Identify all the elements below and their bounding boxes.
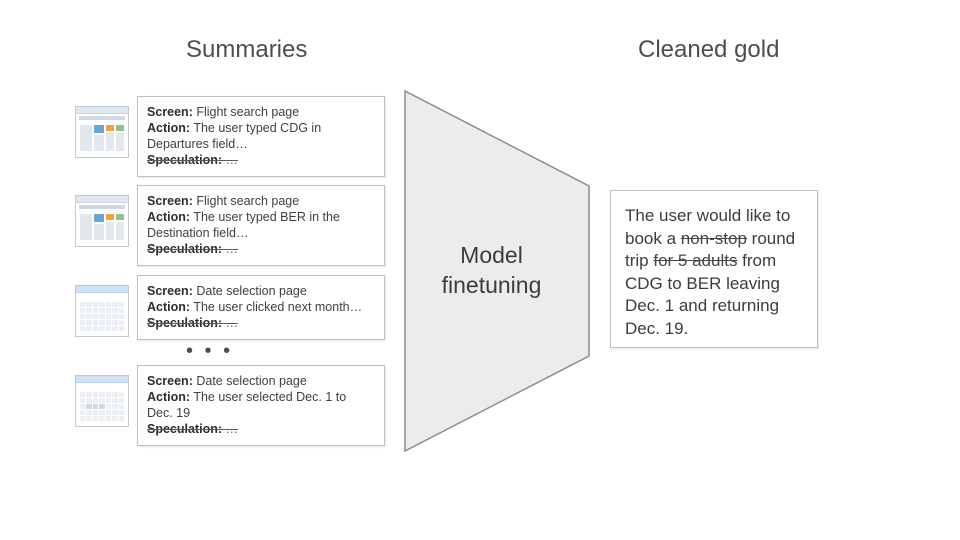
- action-label: Action:: [147, 390, 191, 404]
- screen-value: Flight search page: [196, 105, 300, 119]
- summary-speculation-line: [147, 315, 375, 331]
- screen-label: Screen:: [147, 105, 193, 119]
- calendar-thumbnail: [75, 285, 129, 337]
- summary-speculation-line: [147, 241, 375, 257]
- speculation-value: …: [225, 316, 238, 330]
- action-value: The user clicked next month…: [193, 300, 363, 314]
- flight-search-thumbnail: [75, 106, 129, 158]
- screen-label: Screen:: [147, 374, 193, 388]
- summary-screen-line: [147, 193, 375, 209]
- action-label: Action:: [147, 210, 191, 224]
- summaries-heading: Summaries: [186, 36, 308, 63]
- summary-screen-line: [147, 373, 375, 389]
- summary-card: [137, 365, 385, 446]
- speculation-value: …: [225, 153, 238, 167]
- summary-item: [75, 96, 385, 177]
- gold-text-part2: round trip: [625, 228, 796, 270]
- summary-action-line: [147, 389, 375, 421]
- screen-label: Screen:: [147, 194, 193, 208]
- funnel-label-line1: Model: [460, 242, 523, 268]
- summary-item: [75, 365, 385, 446]
- summary-action-line: [147, 120, 375, 152]
- screen-value: Flight search page: [196, 194, 300, 208]
- summary-item: [75, 275, 385, 340]
- screen-label: Screen:: [147, 284, 193, 298]
- action-label: Action:: [147, 300, 191, 314]
- summary-card: [137, 185, 385, 266]
- summary-speculation-line: [147, 152, 375, 168]
- ellipsis-separator: • • •: [186, 340, 234, 362]
- cleaned-gold-card: [610, 190, 818, 348]
- screen-value: Date selection page: [196, 284, 307, 298]
- action-value: The user typed BER in the Destination field…: [147, 210, 340, 240]
- summary-screen-line: [147, 104, 375, 120]
- gold-struck-for-5-adults: for 5 adults: [653, 251, 738, 270]
- speculation-label: Speculation:: [147, 153, 223, 167]
- calendar-thumbnail: [75, 375, 129, 427]
- speculation-label: Speculation:: [147, 316, 223, 330]
- summary-screen-line: [147, 283, 375, 299]
- gold-struck-non-stop: non-stop: [680, 228, 747, 248]
- summary-speculation-line: [147, 421, 375, 437]
- speculation-label: Speculation:: [147, 242, 223, 256]
- summary-action-line: [147, 299, 375, 315]
- flight-search-thumbnail: [75, 195, 129, 247]
- screen-value: Date selection page: [196, 374, 307, 388]
- action-value: The user selected Dec. 1 to Dec. 19: [147, 390, 347, 420]
- summary-card: [137, 275, 385, 340]
- funnel-label: [404, 240, 579, 300]
- gold-text-part1: The user would like to book a: [625, 206, 791, 248]
- summary-action-line: [147, 209, 375, 241]
- action-value: The user typed CDG in Departures field…: [147, 121, 322, 151]
- funnel-label-line2: finetuning: [441, 272, 542, 298]
- speculation-value: …: [225, 422, 238, 436]
- speculation-value: …: [225, 242, 238, 256]
- speculation-label: Speculation:: [147, 422, 223, 436]
- summary-card: [137, 96, 385, 177]
- summary-item: [75, 185, 385, 266]
- cleaned-gold-heading: Cleaned gold: [638, 36, 780, 63]
- action-label: Action:: [147, 121, 191, 135]
- gold-text-part3: from CDG to BER leaving Dec. 1 and returning Dec. 19.: [625, 251, 780, 338]
